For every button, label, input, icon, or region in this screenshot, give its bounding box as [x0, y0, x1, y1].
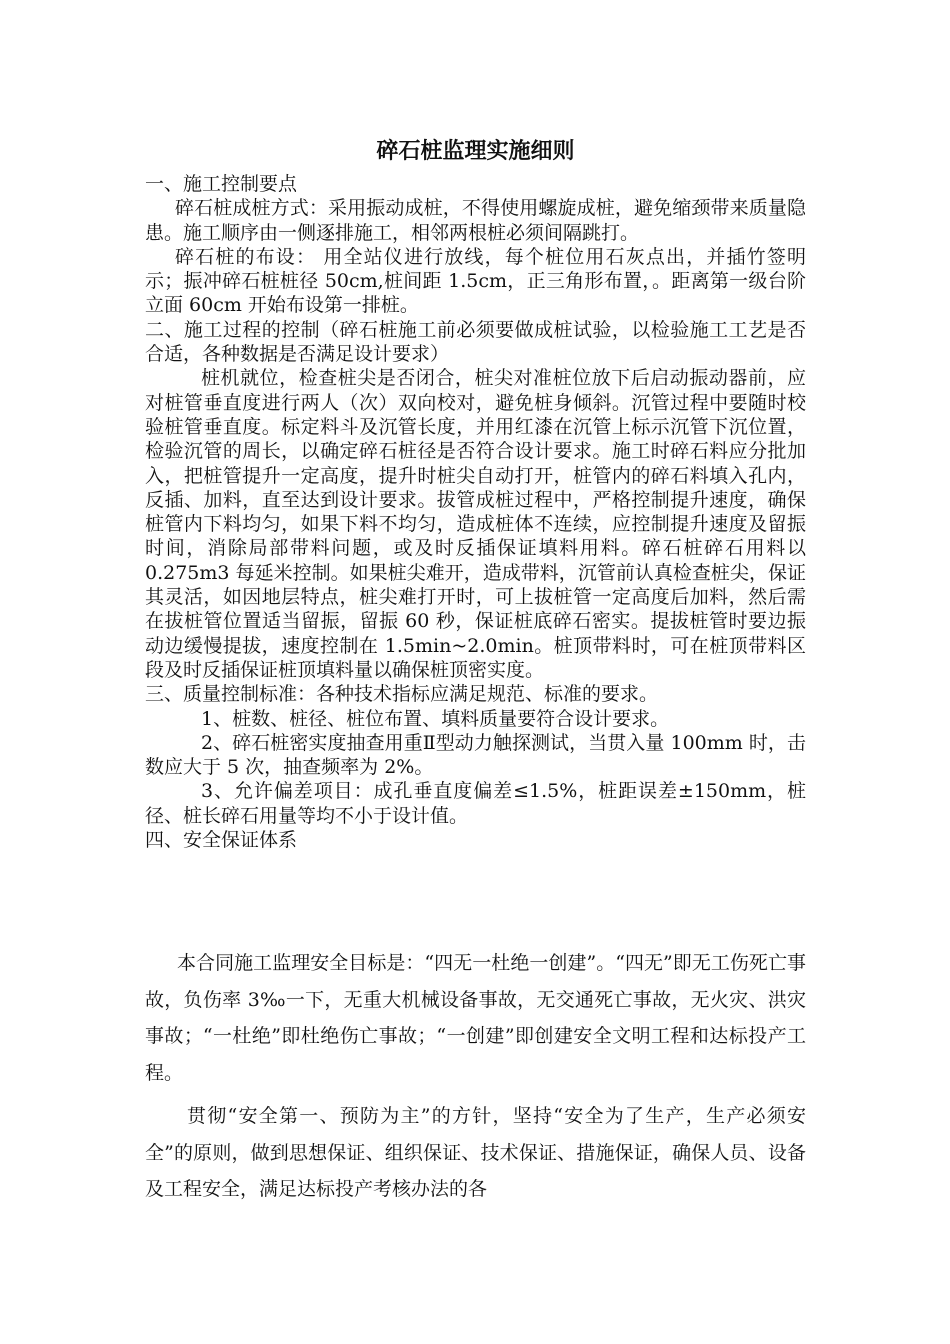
- section1-heading: 一、施工控制要点: [145, 173, 298, 195]
- section4-paragraph-1: 本合同施工监理安全目标是：“四无一杜绝一创建”。“四无”即无工伤死亡事故，负伤率 3‰一下，无重大机械设备事故，无交通死亡事故，无火灾、洪灾事故；“一杜绝”即杜绝伤亡事故；“一创建”即创建安全文明工程和达标投产工程。: [145, 952, 806, 1084]
- section2-heading: 二、施工过程的控制（碎石桩施工前必须要做成桩试验，以检验施工工艺是否合适，各种数据是否满足设计要求）: [145, 318, 806, 366]
- section3-item-2: 2、碎石桩密实度抽查用重Ⅱ型动力触探测试，当贯入量 100mm 时，击数应大于 5 次，抽查频率为 2%。: [145, 731, 806, 779]
- section4-heading: 四、安全保证体系: [145, 829, 298, 852]
- section3-item-1: 1、桩数、桩径、桩位布置、填料质量要符合设计要求。: [201, 707, 670, 730]
- section4-paragraph-2: 贯彻“安全第一、预防为主”的方针，坚持“安全为了生产，生产必须安全”的原则，做到思想保证、组织保证、技术保证、措施保证，确保人员、设备及工程安全，满足达标投产考核办法的各: [145, 1105, 806, 1200]
- section2-paragraph-1: 桩机就位，检查桩尖是否闭合，桩尖对准桩位放下后启动振动器前，应对桩管垂直度进行两人（次）双向校对，避免桩身倾斜。沉管过程中要随时校验桩管垂直度。标定料斗及沉管长度，并用红漆在沉管上标示沉管下沉位置，检验沉管的周长，以确定碎石桩径是否符合设计要求。施工时碎石料应分批加入，把桩管提升一定高度，提升时桩尖自动打开，桩管内的碎石料填入孔内，反插、加料，直至达到设计要求。拔管成桩过程中，严格控制提升速度，确保桩管内下料均匀，如果下料不均匀，造成桩体不连续，应控制提升速度及留振时间，消除局部带料问题，或及时反插保证填料用料。碎石桩碎石用料以 0.275m3 每延米控制。如果桩尖难开，造成带料，沉管前认真检查桩尖，保证其灵活，如因地层特点，桩尖难打开时，可上拔桩管一定高度后加料，然后需在拔桩管位置适当留振，留振 60 秒，保证桩底碎石密实。提拔桩管时要边振动边缓慢提拔，速度控制在 1.5min~2.0min。桩顶带料时，可在桩顶带料区段及时反插保证桩顶填料量以确保桩顶密实度。: [145, 367, 806, 681]
- section1-paragraph-1: 碎石桩成桩方式：采用振动成桩，不得使用螺旋成桩，避免缩颈带来质量隐患。施工顺序由一侧逐排施工，相邻两根桩必须间隔跳打。: [145, 197, 806, 244]
- section3-item-3: 3、允许偏差项目：成孔垂直度偏差≤1.5%，桩距误差±150mm，桩径、桩长碎石用量等均不小于设计值。: [145, 780, 806, 827]
- document-body: [145, 172, 806, 852]
- section3-heading: 三、质量控制标准：各种技术指标应满足规范、标准的要求。: [145, 683, 659, 706]
- section1-paragraph-2: 碎石桩的布设： 用全站仪进行放线，每个桩位用石灰点出，并插竹签明示；振冲碎石桩桩径 50cm,桩间距 1.5cm，正三角形布置，。距离第一级台阶立面 60cm 开始布设第一排桩。: [145, 245, 806, 317]
- safety-section-body: [145, 945, 806, 1208]
- document-title: 碎石桩监理实施细则: [376, 138, 575, 164]
